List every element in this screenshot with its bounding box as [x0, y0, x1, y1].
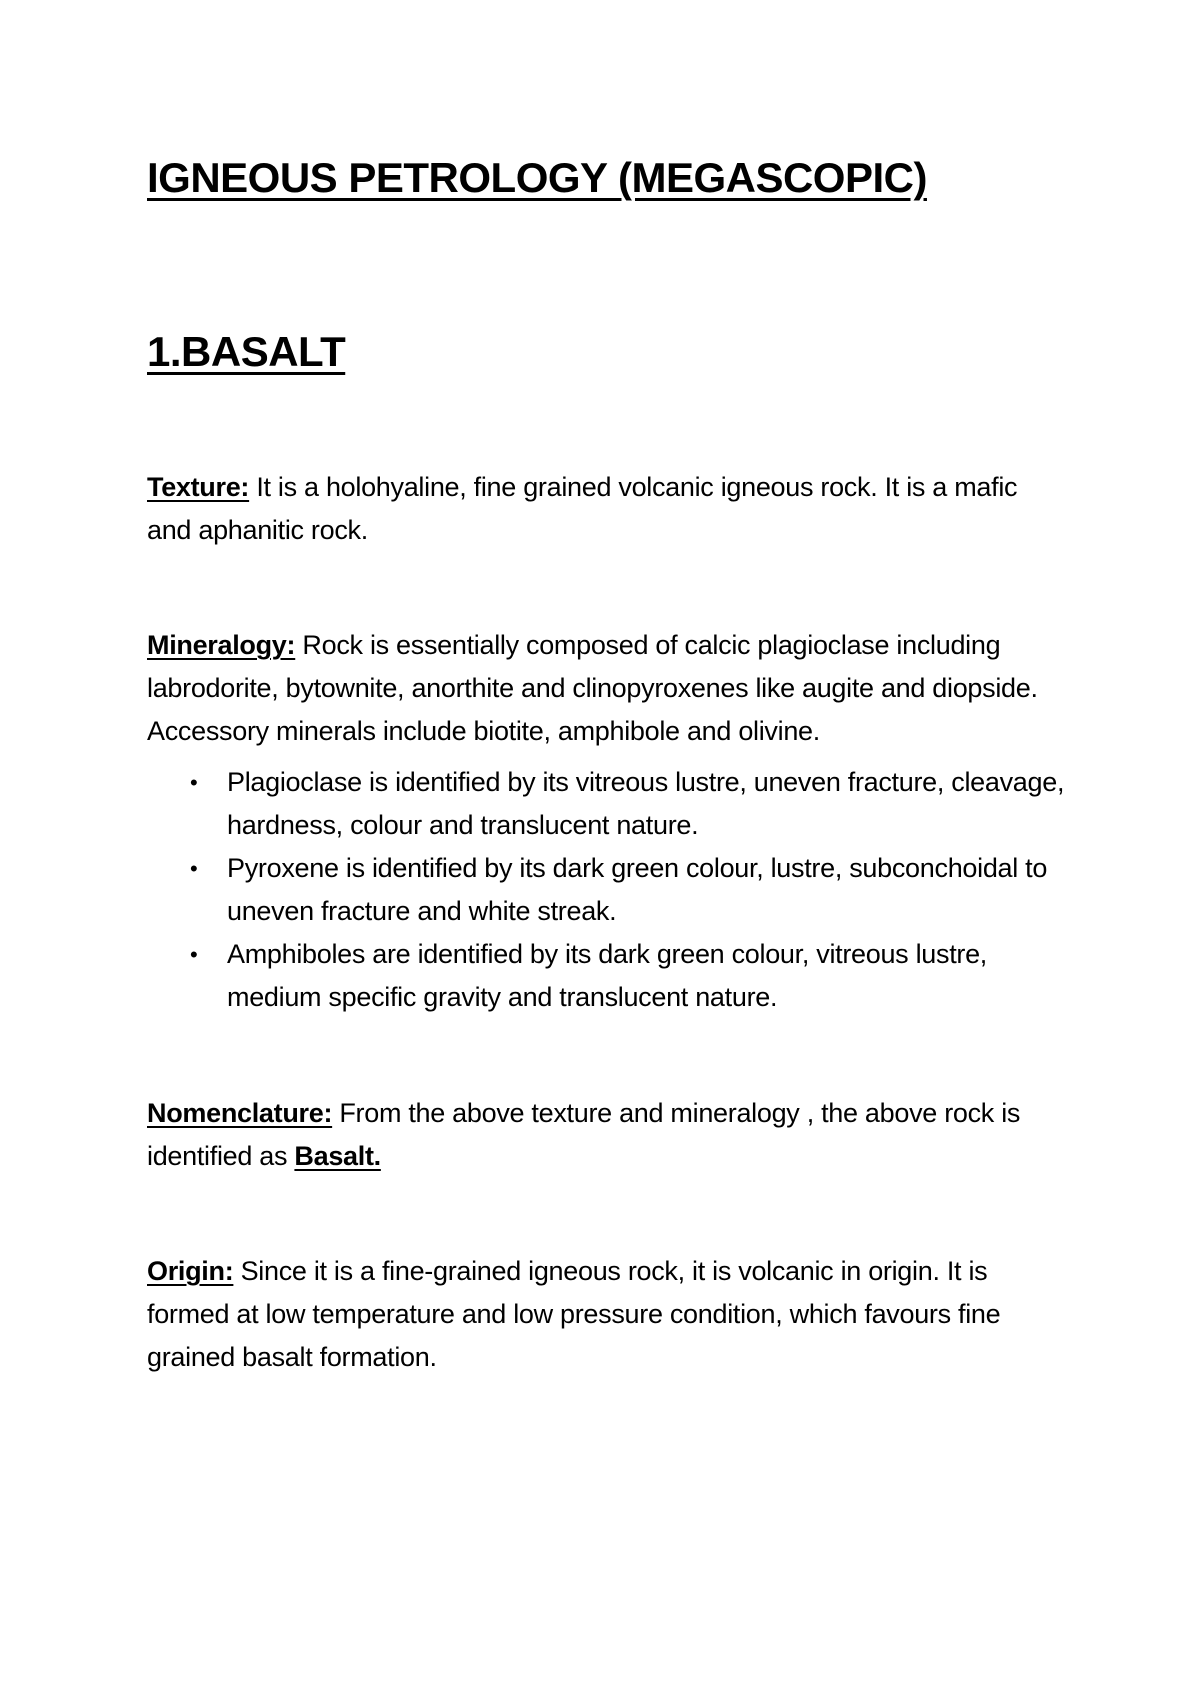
origin-text: Since it is a fine-grained igneous rock, it is volcanic in origin. It is formed at low temperature and low pressure condition, which favours fine grained basalt formation. — [147, 1256, 1001, 1372]
list-item — [147, 933, 1067, 1019]
rock-name: Basalt. — [294, 1141, 381, 1171]
nomenclature-paragraph — [147, 1092, 1067, 1178]
texture-label: Texture: — [147, 472, 250, 502]
nomenclature-label: Nomenclature: — [147, 1098, 333, 1128]
nomenclature-text: From the above texture and mineralogy , the above rock is identified as — [147, 1098, 1021, 1171]
list-item-text: Plagioclase is identified by its vitreous lustre, uneven fracture, cleavage, hardness, colour and translucent nature. — [227, 767, 1065, 840]
bullet-icon: • — [190, 856, 198, 881]
texture-paragraph — [147, 466, 1067, 552]
origin-label: Origin: — [147, 1256, 234, 1286]
list-item — [147, 761, 1067, 847]
origin-paragraph — [147, 1250, 1067, 1379]
mineralogy-text: Rock is essentially composed of calcic plagioclase including labrodorite, bytownite, anorthite and clinopyroxenes like augite and diopside. Accessory minerals include biotite, amphibole and olivine. — [147, 630, 1038, 746]
mineralogy-label: Mineralogy: — [147, 630, 296, 660]
mineral-identification-list — [147, 761, 1067, 1019]
bullet-icon: • — [190, 770, 198, 795]
texture-text: It is a holohyaline, fine grained volcanic igneous rock. It is a mafic and aphanitic rock. — [147, 472, 1018, 545]
list-item — [147, 847, 1067, 933]
list-item-text: Amphiboles are identified by its dark green colour, vitreous lustre, medium specific gravity and translucent nature. — [227, 939, 988, 1012]
document-content — [147, 150, 1067, 1379]
list-item-text: Pyroxene is identified by its dark green colour, lustre, subconchoidal to uneven fracture and white streak. — [227, 853, 1048, 926]
section-heading-basalt: 1.BASALT — [147, 328, 346, 375]
bullet-icon: • — [190, 942, 198, 967]
mineralogy-paragraph — [147, 624, 1067, 753]
document-title: IGNEOUS PETROLOGY (MEGASCOPIC) — [147, 154, 927, 201]
